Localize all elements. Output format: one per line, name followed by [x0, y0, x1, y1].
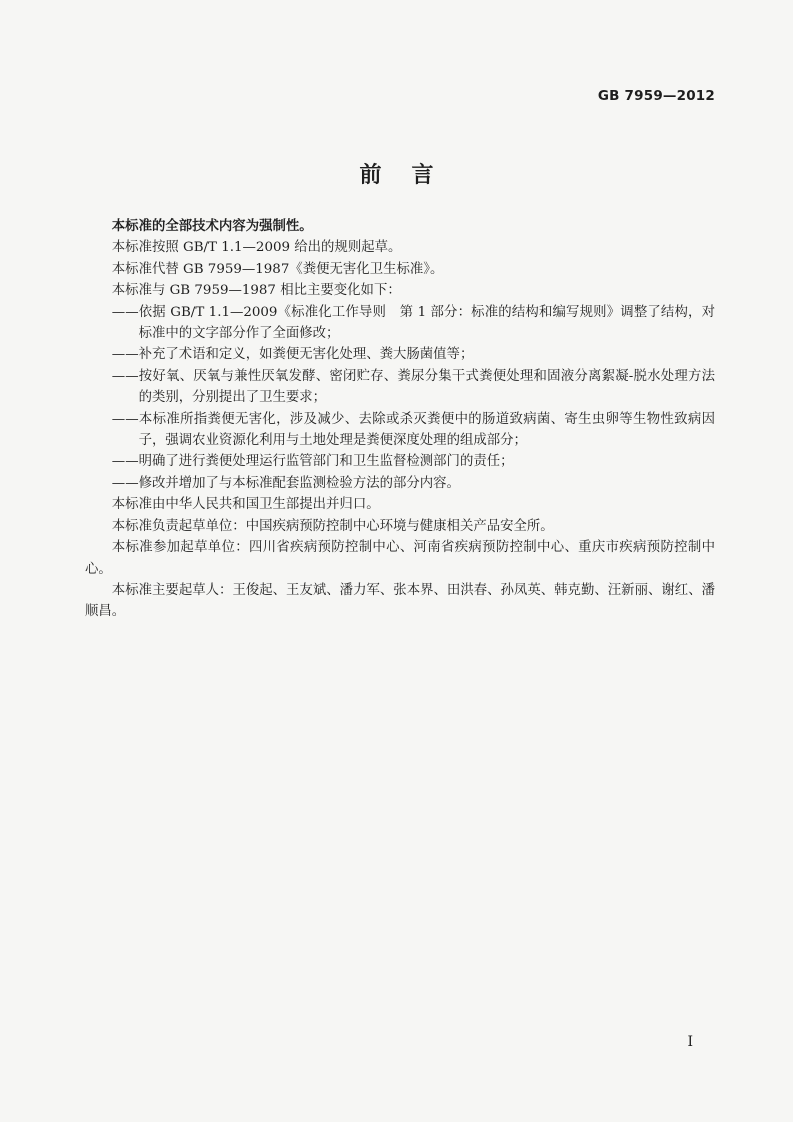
page-title: 前言 — [359, 163, 464, 188]
change-item: ——依据 GB/T 1.1—2009《标准化工作导则 第 1 部分：标准的结构和编写规则》调整了结构，对标准中的文字部分作了全面修改； — [111, 304, 715, 342]
proposer-statement: 本标准由中华人民共和国卫生部提出并归口。 — [111, 497, 380, 513]
changes-intro: 本标准与 GB 7959—1987 相比主要变化如下： — [111, 283, 401, 299]
main-drafters: 本标准主要起草人：王俊起、王友斌、潘力军、张本界、田洪春、孙凤英、韩克勤、汪新丽、谢红、潘顺昌。 — [85, 582, 715, 620]
change-item: ——补充了术语和定义，如粪便无害化处理、粪大肠菌值等； — [111, 347, 474, 363]
drafting-rules: 本标准按照 GB/T 1.1—2009 给出的规则起草。 — [111, 240, 402, 256]
change-item: ——本标准所指粪便无害化，涉及减少、去除或杀灭粪便中的肠道致病菌、寄生虫卵等生物性致病因子，强调农业资源化利用与土地处理是粪便深度处理的组成部分； — [111, 411, 715, 449]
replacement-statement: 本标准代替 GB 7959—1987《粪便无害化卫生标准》。 — [111, 261, 444, 277]
mandatory-statement: 本标准的全部技术内容为强制性。 — [111, 219, 313, 234]
standard-code: GB 7959—2012 — [597, 88, 715, 104]
participating-units: 本标准参加起草单位：四川省疾病预防控制中心、河南省疾病预防控制中心、重庆市疾病预防控制中心。 — [85, 540, 715, 577]
change-item: ——修改并增加了与本标准配套监测检验方法的部分内容。 — [111, 475, 460, 491]
change-item: ——明确了进行粪便处理运行监管部门和卫生监督检测部门的责任； — [111, 454, 514, 470]
responsible-unit: 本标准负责起草单位：中国疾病预防控制中心环境与健康相关产品安全所。 — [111, 518, 554, 534]
page-number: I — [687, 1034, 693, 1050]
foreword-body — [85, 216, 715, 623]
change-item: ——按好氧、厌氧与兼性厌氧发酵、密闭贮存、粪尿分集干式粪便处理和固液分离絮凝-脱水处理方法的类别，分别提出了卫生要求； — [111, 368, 715, 406]
